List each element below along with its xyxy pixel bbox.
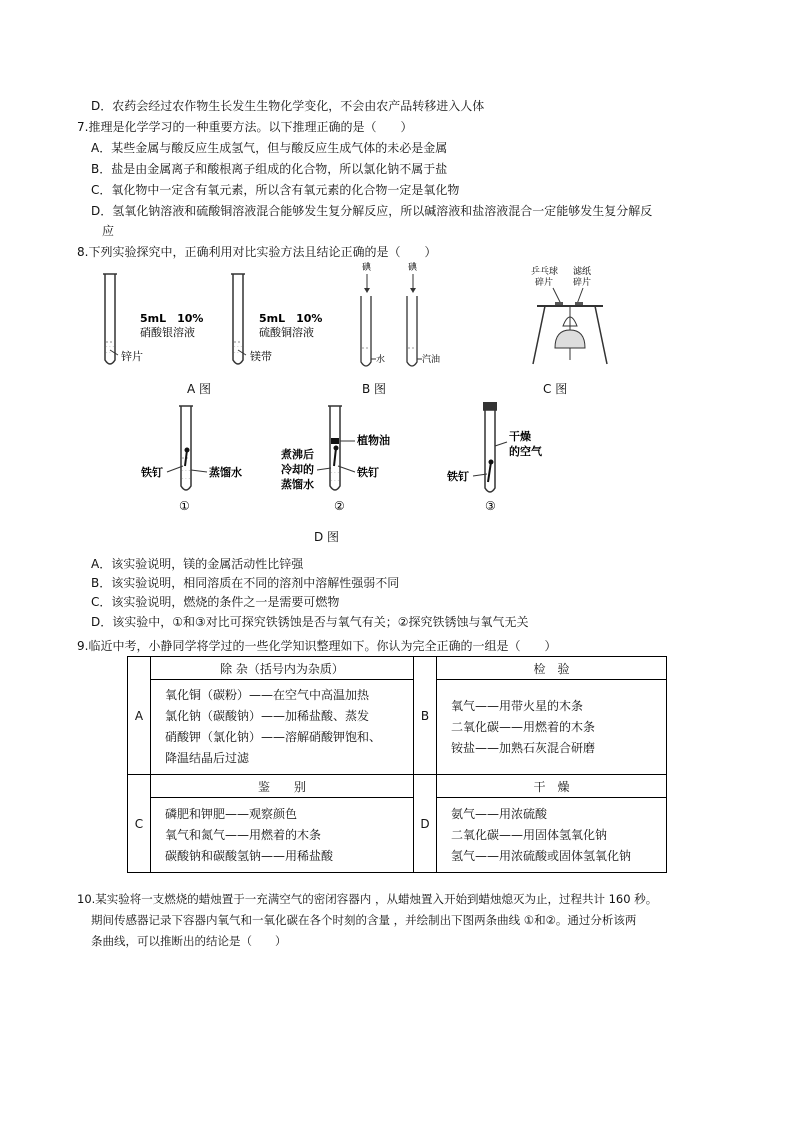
q10-line-2: 期间传感器记录下容器内氧气和一氧化碳在各个时刻的含量 ，并绘制出下图两条曲线 ①和②。通过分析该两 (91, 913, 637, 927)
q9-table (127, 656, 667, 873)
q6-option-d: D．农药会经过农作物生长发生生物化学变化，不会由农产品转移进入人体 (91, 99, 485, 113)
q8-option-a: A．该实验说明，镁的金属活动性比锌强 (91, 557, 304, 571)
figD-t1-num: ① (179, 499, 190, 513)
figD-t2-nail: 铁钉 (357, 466, 379, 479)
q9-stem: 9.临近中考，小静同学将学过的一些化学知识整理如下。你认为完全正确的一组是（ ） (77, 639, 557, 653)
figA-t1-label2: 硝酸银溶液 (140, 326, 195, 339)
q9-a-body (151, 680, 414, 775)
figB-iodine-1: 碘 (362, 263, 372, 273)
svg-text:· · ·: · · · (106, 350, 114, 356)
q9-d-line: 氢气——用浓硫酸或固体氢氧化钠 (451, 848, 632, 863)
figC-caption: C 图 (543, 382, 568, 396)
figB-caption: B 图 (362, 382, 387, 396)
q7-option-b: B．盐是由金属离子和酸根离子组成的化合物，所以氯化钠不属于盐 (91, 162, 448, 176)
q9-b-line: 氧气——用带火星的木条 (451, 698, 584, 713)
q9-c-head: 鉴 别 (151, 775, 414, 798)
q9-c-line: 氧气和氮气——用燃着的木条 (165, 827, 322, 842)
q9-d-letter: D (414, 775, 437, 873)
figD-t2-liquid-2: 冷却的 (281, 463, 314, 476)
svg-text:· · ·: · · · (106, 344, 114, 350)
figA-caption: A 图 (187, 382, 212, 396)
figB-liquid-2: 汽油 (422, 355, 441, 365)
test-tube-icon (103, 274, 118, 364)
svg-text:· · ·: · · · (234, 344, 242, 350)
q10-line-3: 条曲线，可以推断出的结论是（ ） (91, 934, 287, 948)
svg-text:· · ·: · · · (331, 478, 339, 484)
q8-stem: 8.下列实验探究中，正确利用对比实验方法且结论正确的是（ ） (77, 245, 437, 259)
figA-t1-label1: 5mL 10% (140, 312, 204, 325)
q9-b-line: 二氧化碳——用燃着的木条 (451, 719, 596, 734)
figD-t3-air-1: 干燥 (509, 430, 531, 443)
svg-text:· · ·: · · · (234, 350, 242, 356)
q9-d-line: 氨气——用浓硫酸 (451, 806, 548, 821)
figA-t2-label2: 硫酸铜溶液 (259, 326, 314, 339)
q7-stem: 7.推理是化学学习的一种重要方法。以下推理正确的是（ ） (77, 120, 413, 134)
svg-text:· · ·: · · · (331, 470, 339, 476)
figB-liquid-1: 水 (376, 355, 386, 365)
figure-b (352, 262, 442, 372)
figD-t1-liquid: 蒸馏水 (209, 466, 242, 479)
q9-c-line: 碳酸钠和碳酸氢钠——用稀盐酸 (165, 848, 334, 863)
figA-t2-label1: 5mL 10% (259, 312, 323, 325)
figB-iodine-2: 碘 (408, 263, 418, 273)
q9-a-line: 硝酸钾（氯化钠）——溶解硝酸钾饱和、 (165, 730, 382, 744)
q9-c-letter: C (128, 775, 151, 873)
figD-caption: D 图 (314, 530, 340, 544)
figA-t2-metal: 镁带 (250, 350, 272, 363)
q9-c-body (151, 798, 414, 873)
q9-a-line: 降温结晶后过滤 (165, 751, 250, 765)
q7-option-a: A．某些金属与酸反应生成氢气，但与酸反应生成气体的未必是金属 (91, 141, 448, 155)
q9-d-body (437, 798, 667, 873)
q9-b-letter: B (414, 657, 437, 775)
test-tube-icon (231, 274, 246, 364)
q9-b-head: 检 验 (437, 657, 667, 680)
q9-a-line: 氯化钠（碳酸钠）——加稀盐酸、蒸发 (165, 709, 370, 723)
q7-option-d: D．氢氧化钠溶液和硫酸铜溶液混合能够发生复分解反应，所以碱溶液和盐溶液混合一定能够发生复分解反 (91, 204, 653, 218)
q9-b-line: 铵盐——加熟石灰混合研磨 (451, 740, 596, 755)
figure-a (95, 272, 335, 402)
figD-t3-nail: 铁钉 (447, 470, 469, 483)
q8-option-b: B．该实验说明，相同溶质在不同的溶剂中溶解性强弱不同 (91, 576, 400, 590)
q8-option-d: D．该实验中，①和③对比可探究铁锈蚀是否与氧气有关；②探究铁锈蚀与氧气无关 (91, 615, 529, 629)
figC-label-2a: 滤纸 (573, 267, 592, 277)
q9-b-body (437, 680, 667, 775)
q9-a-line: 氧化铜（碳粉）——在空气中高温加热 (165, 688, 370, 702)
figD-t3-num: ③ (485, 499, 496, 513)
figD-t2-liquid-1: 煮沸后 (281, 448, 314, 461)
q9-d-head: 干 燥 (437, 775, 667, 798)
figD-t2-oil: 植物油 (357, 434, 390, 447)
q10-line-1: 10.某实验将一支燃烧的蜡烛置于一充满空气的密闭容器内 ，从蜡烛置入开始到蜡烛熄灭为止，过程共计 160 秒。 (77, 892, 658, 906)
q7-option-c: C．氧化物中一定含有氧元素，所以含有氧元素的化合物一定是氧化物 (91, 183, 460, 197)
figC-label-2b: 碎片 (573, 278, 592, 288)
svg-text:· · ·: · · · (182, 468, 190, 474)
q9-d-line: 二氧化碳——用固体氢氧化钠 (451, 827, 608, 842)
figD-t1-nail: 铁钉 (141, 466, 163, 479)
figD-t2-num: ② (334, 499, 345, 513)
svg-text:· · ·: · · · (182, 476, 190, 482)
figD-t3-air-2: 的空气 (509, 445, 542, 458)
q8-option-c: C．该实验说明，燃烧的条件之一是需要可燃物 (91, 595, 340, 609)
figD-t2-liquid-3: 蒸馏水 (281, 478, 314, 491)
figC-label-1b: 碎片 (535, 278, 554, 288)
figA-t1-metal: 锌片 (121, 350, 143, 363)
figC-label-1a: 乒乓球 (531, 267, 559, 277)
q7-option-d-cont: 应 (102, 224, 115, 238)
q9-c-line: 磷肥和钾肥——观察颜色 (165, 806, 298, 821)
figure-c (525, 264, 615, 374)
q9-a-letter: A (128, 657, 151, 775)
figure-d (135, 400, 575, 518)
q9-a-head: 除 杂（括号内为杂质） (151, 657, 414, 680)
